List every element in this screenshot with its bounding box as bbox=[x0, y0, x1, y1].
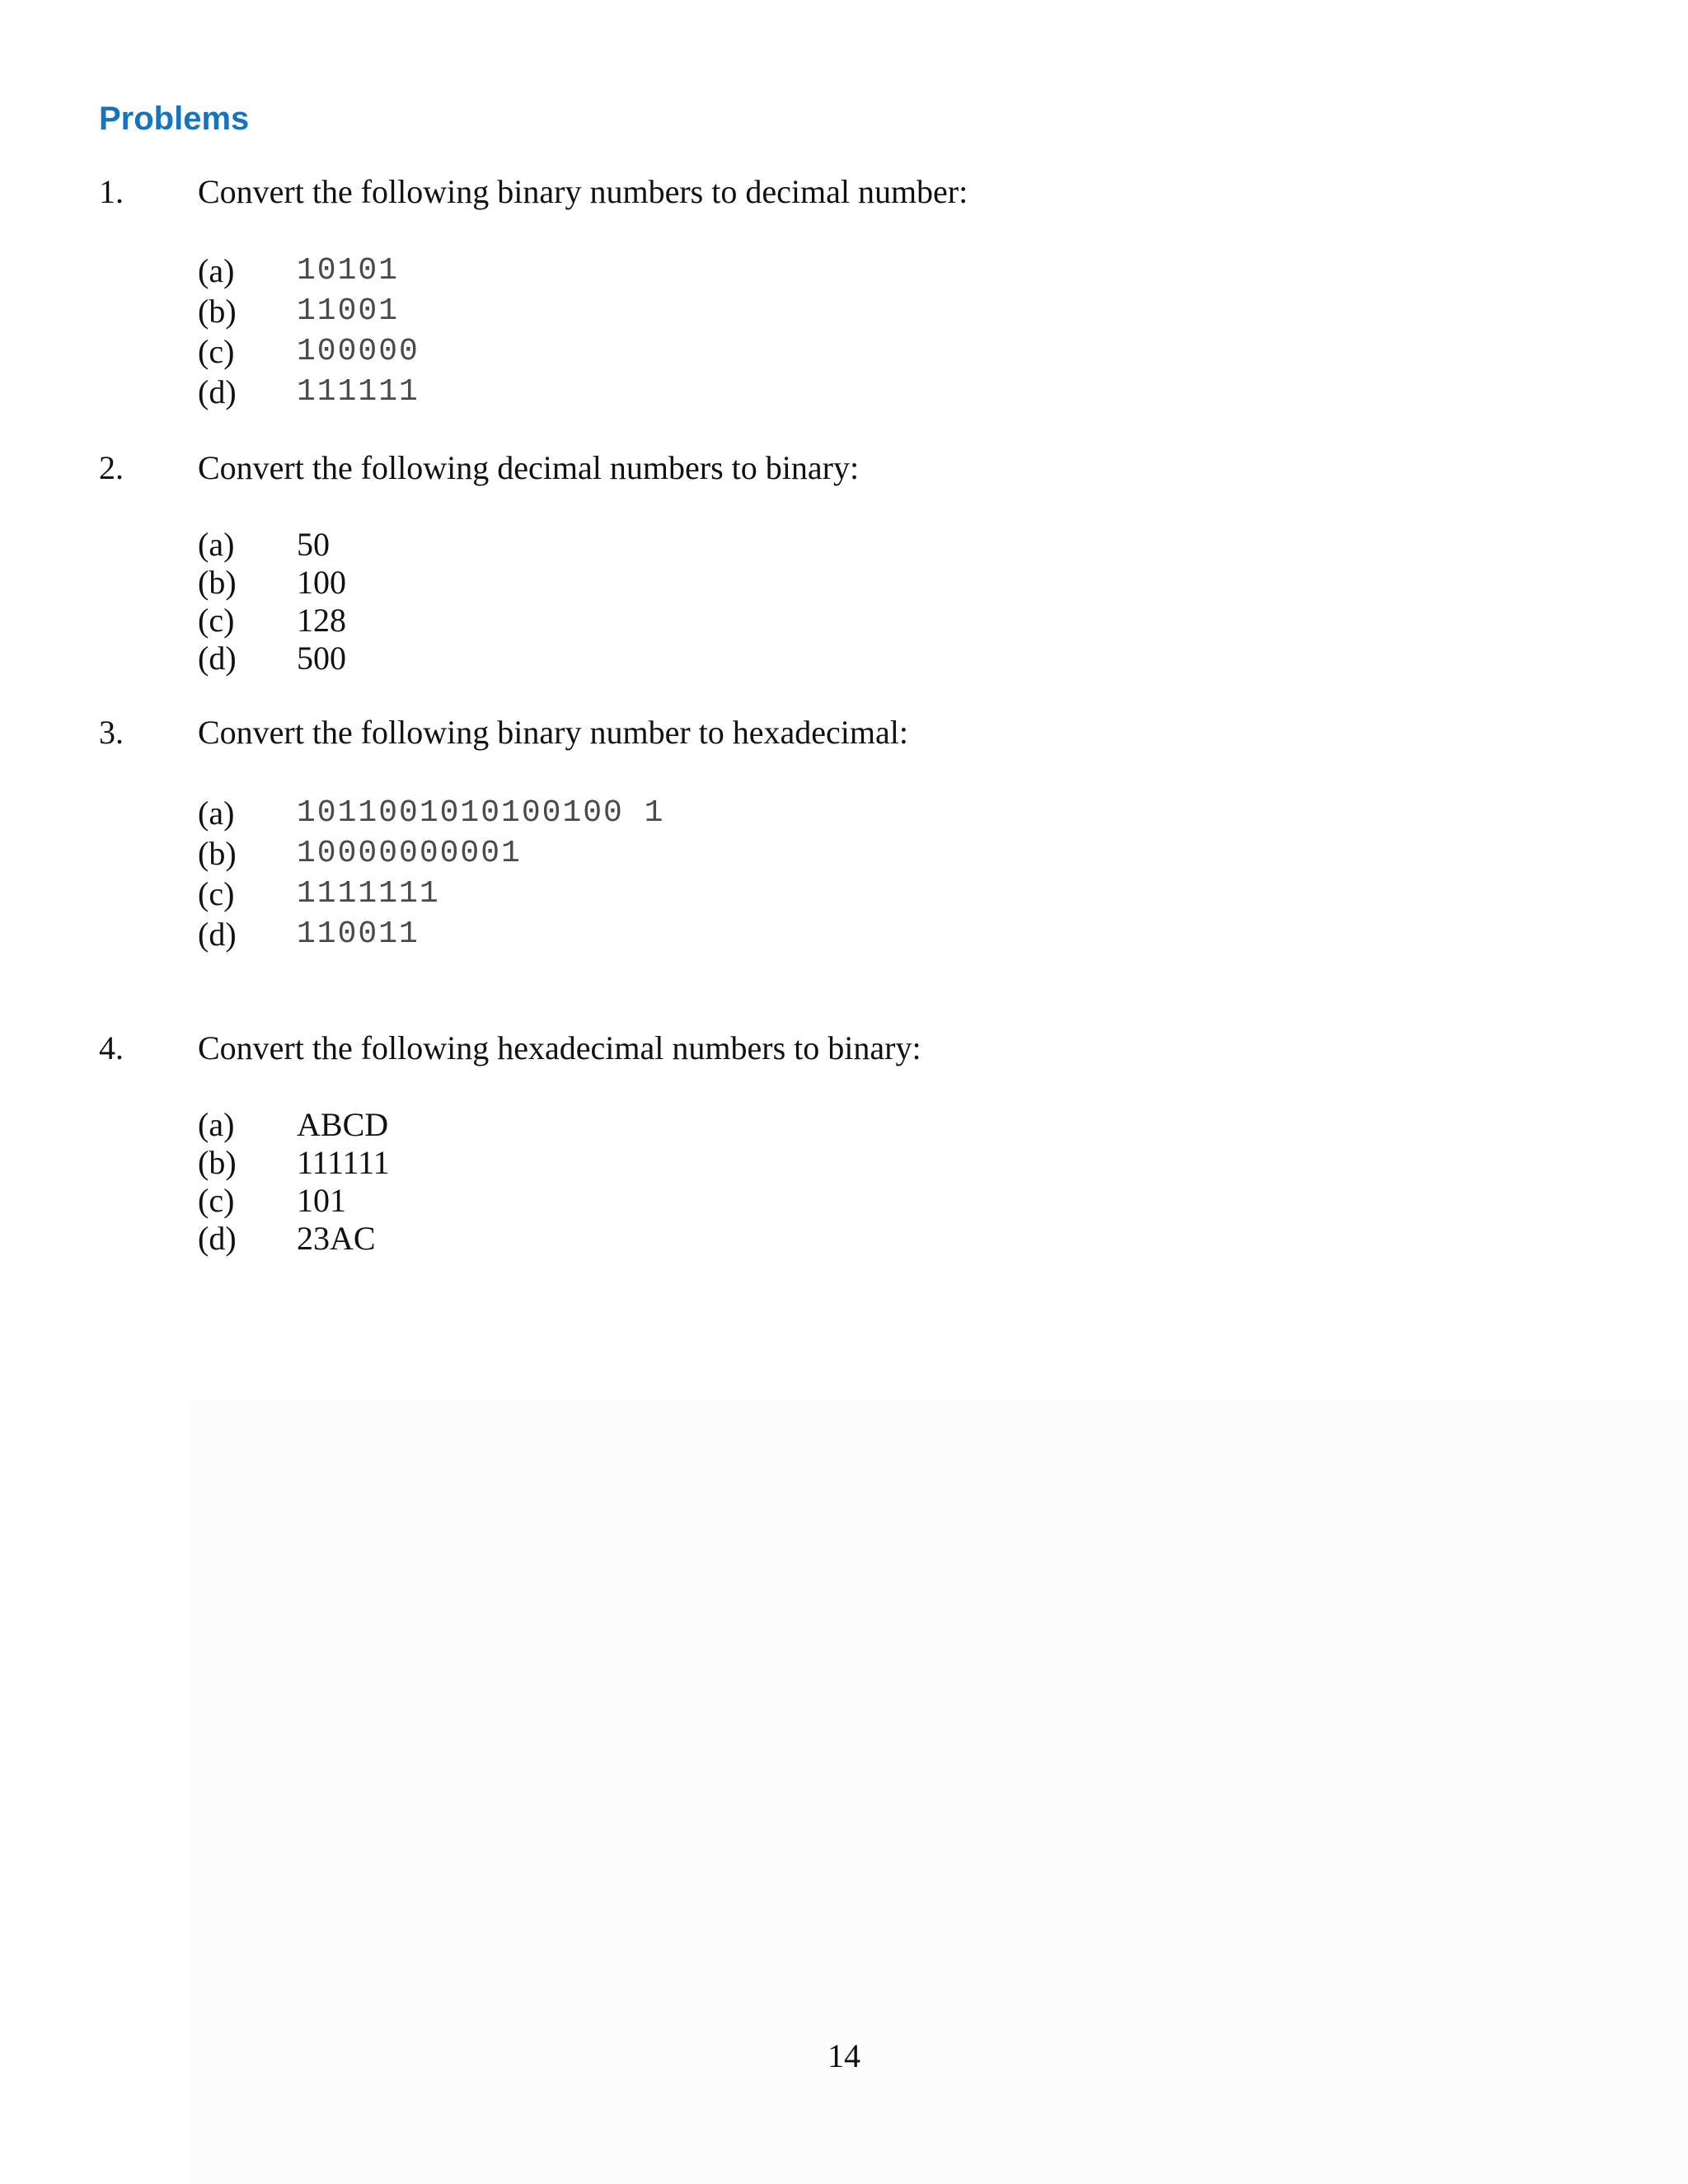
page-number: 14 bbox=[828, 2037, 860, 2074]
item-value: 1111111 bbox=[297, 876, 440, 912]
item-value: 101 bbox=[297, 1182, 346, 1219]
item-value: 111111 bbox=[297, 374, 420, 410]
item-value: 50 bbox=[297, 526, 330, 563]
item-label: (d) bbox=[198, 916, 237, 953]
item-value: 100 bbox=[297, 564, 346, 601]
item-label: (b) bbox=[198, 835, 237, 872]
problem-number: 4. bbox=[99, 1029, 124, 1066]
item-value: 128 bbox=[297, 602, 346, 639]
item-value: 1011001010100100 1 bbox=[297, 795, 665, 831]
item-label: (a) bbox=[198, 794, 235, 832]
item-label: (b) bbox=[198, 564, 237, 601]
problem-question: Convert the following binary numbers to decimal number: bbox=[198, 173, 968, 210]
problem-number: 3. bbox=[99, 714, 124, 751]
problem-number: 1. bbox=[99, 173, 124, 210]
problem-number: 2. bbox=[99, 449, 124, 486]
item-value: 500 bbox=[297, 640, 346, 677]
problem-question: Convert the following binary number to hexadecimal: bbox=[198, 714, 908, 751]
item-value: 23AC bbox=[297, 1220, 376, 1257]
item-label: (a) bbox=[198, 252, 235, 289]
item-label: (a) bbox=[198, 526, 235, 563]
item-label: (a) bbox=[198, 1106, 235, 1143]
item-value: 11001 bbox=[297, 293, 400, 329]
item-value: ABCD bbox=[297, 1106, 389, 1143]
item-label: (c) bbox=[198, 333, 235, 370]
item-label: (b) bbox=[198, 293, 237, 330]
problem-question: Convert the following decimal numbers to binary: bbox=[198, 449, 860, 486]
item-value: 111111 bbox=[297, 1144, 390, 1181]
item-label: (d) bbox=[198, 373, 237, 410]
section-heading: Problems bbox=[99, 101, 250, 137]
item-value: 100000 bbox=[297, 334, 420, 369]
item-label: (d) bbox=[198, 640, 237, 677]
item-label: (c) bbox=[198, 1182, 235, 1219]
item-value: 110011 bbox=[297, 916, 420, 952]
item-label: (d) bbox=[198, 1220, 237, 1257]
problem-question: Convert the following hexadecimal numbers to binary: bbox=[198, 1029, 921, 1066]
item-label: (c) bbox=[198, 875, 235, 912]
item-label: (b) bbox=[198, 1144, 237, 1181]
item-value: 10000000001 bbox=[297, 836, 522, 871]
item-value: 10101 bbox=[297, 253, 400, 288]
item-label: (c) bbox=[198, 602, 235, 639]
